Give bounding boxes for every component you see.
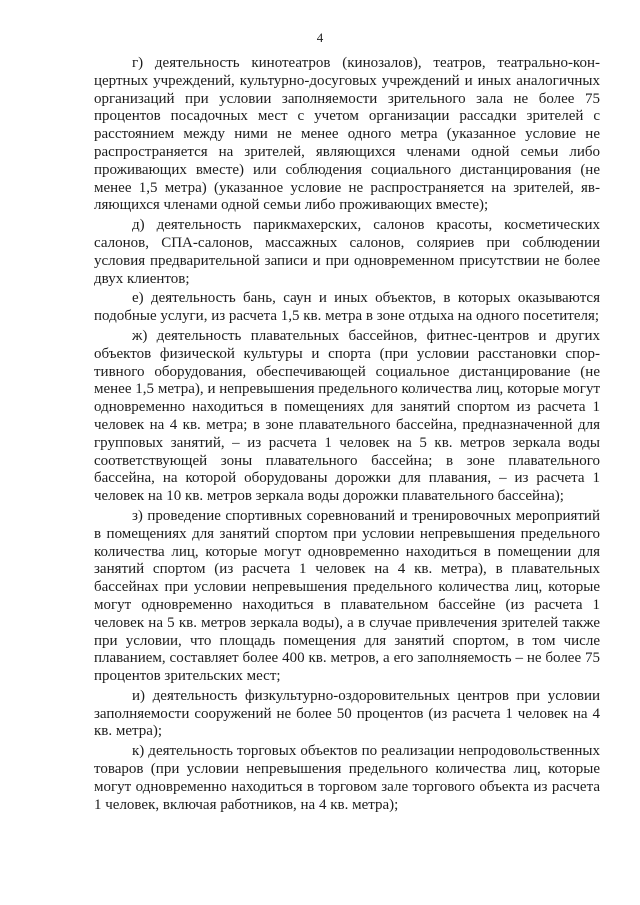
paragraph-k: к) деятельность торговых объектов по реализации непродовольственных товаров (при условии непревышения предельного количества лиц, которые могут одновременно находиться в торговом зале торгового объекта из расчета 1 человек, включая работников, на 4 кв. метра); bbox=[94, 743, 600, 813]
paragraph-i: и) деятельность физкультурно-оздоровительных центров при условии заполняемости сооружений не более 50 процентов (из расчета 1 человек на 4 кв. метра); bbox=[94, 687, 600, 740]
document-body bbox=[94, 55, 600, 816]
page-number: 4 bbox=[316, 30, 324, 45]
paragraph-e: е) деятельность бань, саун и иных объектов, в которых оказываются подобные услуги, из расчета 1,5 кв. метра в зоне отдыха на одного посетителя; bbox=[94, 290, 600, 325]
paragraph-z: з) проведение спортивных соревнований и тренировочных мероприятий в помещениях для занятий спортом при условии непревышения предельного количества лиц, которые могут одновременно находиться в помещении для занятий спортом (из расчета 1 человек на 4 кв. метра), в плавательных бассейнах при условии непревышения предельного количества лиц, которые могут одновременно находиться в плавательном бассейне (из расчета 1 человек на 5 кв. метров зеркала воды), а в случае привлечения зрителей также при условии, что площадь помещения для занятий спортом, в том числе плаванием, составляет более 400 кв. метров, а его заполняемость – не более 75 процентов зрительских мест; bbox=[94, 507, 600, 685]
paragraph-g: г) деятельность кинотеатров (кинозалов), театров, театрально-концертных учреждений, культурно-досуговых учреждений и иных аналогичных организаций при условии заполняемости зрительного зала не более 75 процентов посадочных мест с учетом организации рассадки зрителей с расстоянием между ними не менее одного метра (указанное условие не распространяется на зрителей, являющихся членами одной семьи либо проживающих вместе) или соблюдения социального дистанцирования (не менее 1,5 метра) (указанное условие не распространяется на зрителей, являющихся членами одной семьи либо проживающих вместе); bbox=[94, 55, 600, 214]
paragraph-zh: ж) деятельность плавательных бассейнов, фитнес-центров и других объектов физической культуры и спорта (при условии расстановки спортивного оборудования, обеспечивающей социальное дистанцирование (не менее 1,5 метра), и непревышения предельного количества лиц, которые могут одновременно находиться в помещениях для занятий спортом из расчета 1 человек на 4 кв. метра; в зоне плавательного бассейна, предназначенной для групповых занятий, – из расчета 1 человек на 5 кв. метров зеркала воды соответствующей зоны плавательного бассейна; в зоне плавательного бассейна, на которой оборудованы дорожки для плавания, – из расчета 1 человек на 10 кв. метров зеркала воды дорожки плавательного бассейна); bbox=[94, 327, 600, 505]
paragraph-d: д) деятельность парикмахерских, салонов красоты, косметических салонов, СПА-салонов, массажных салонов, соляриев при соблюдении условия предварительной записи и при одновременном присутствии не более двух клиентов; bbox=[94, 217, 600, 287]
